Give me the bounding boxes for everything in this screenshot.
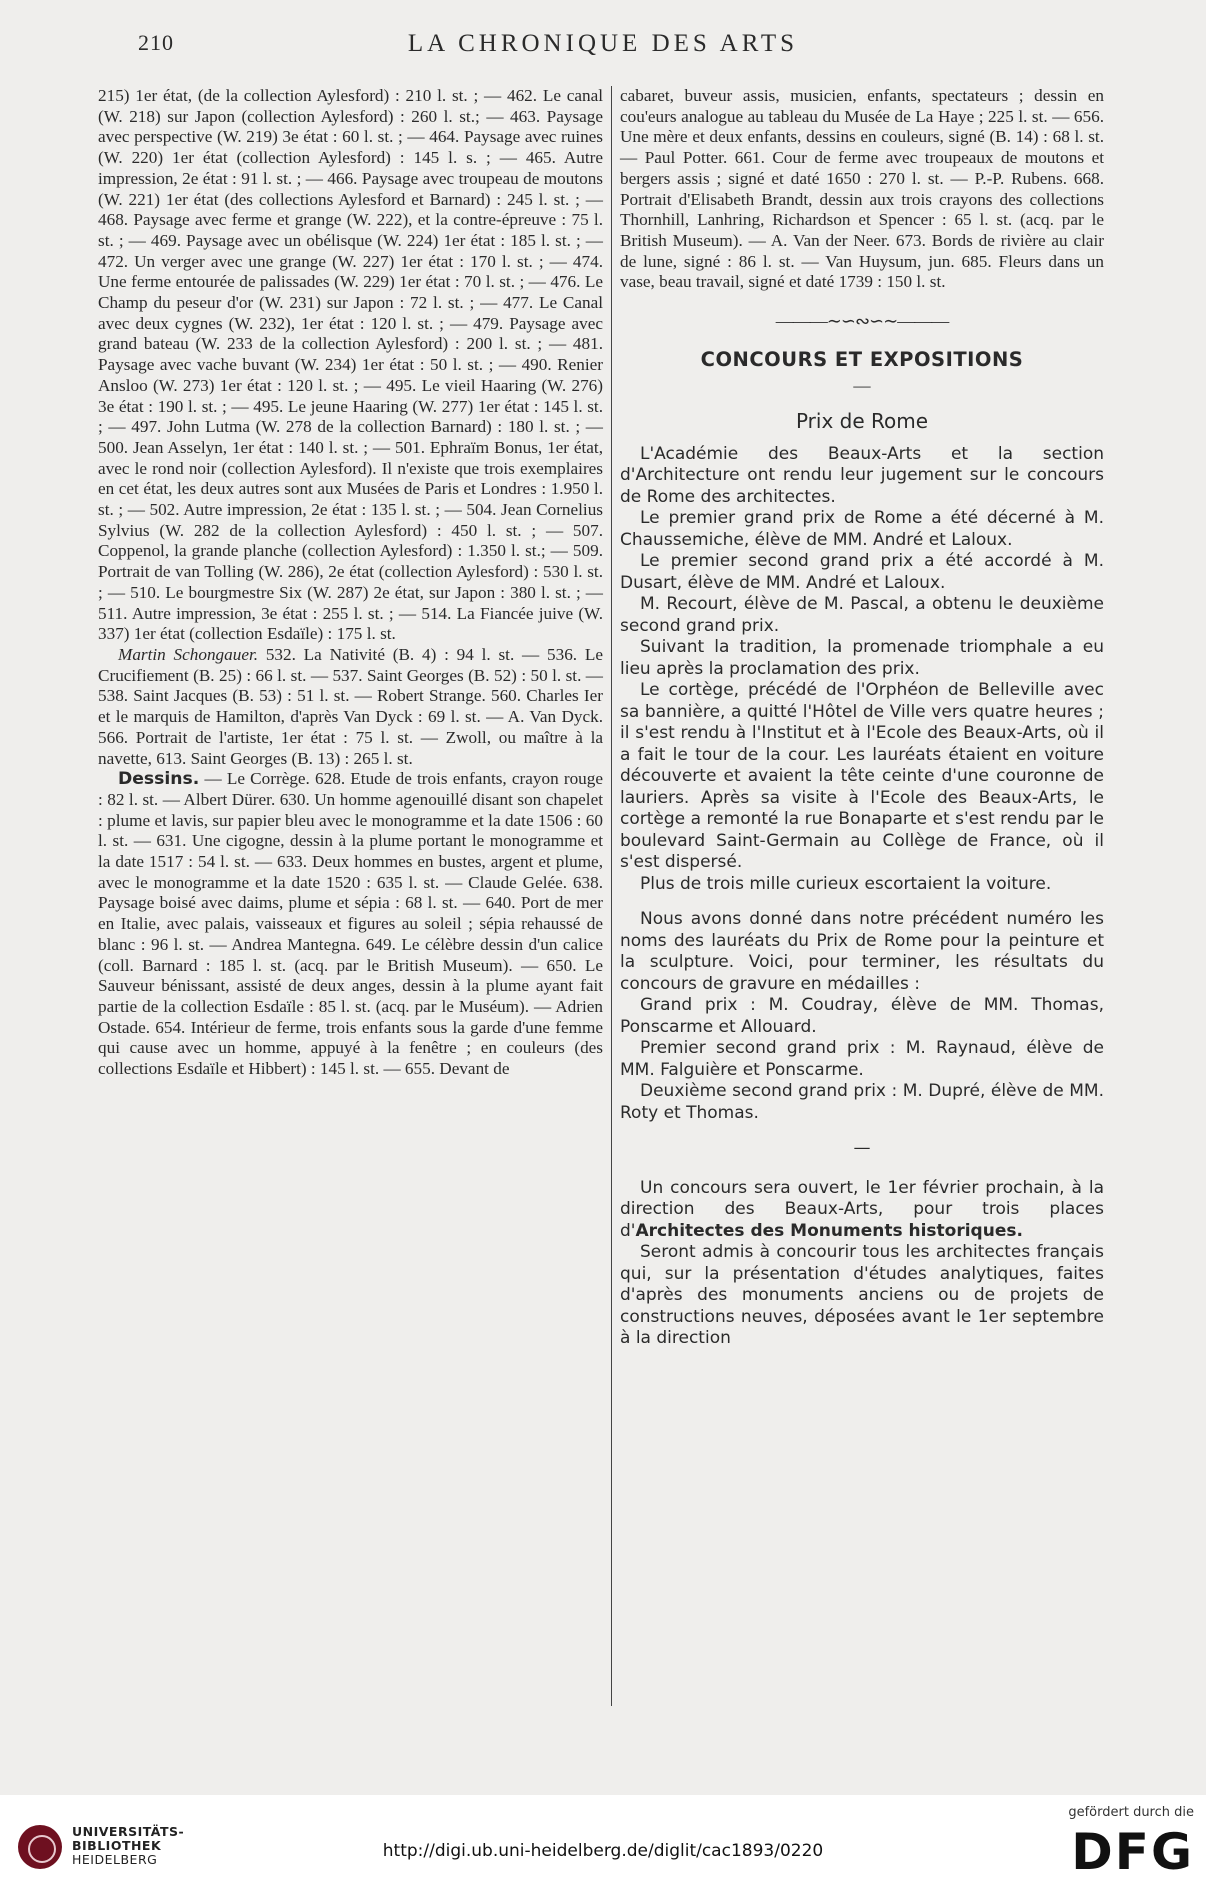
article-paragraph: Plus de trois mille curieux escortaient la voiture. — [640, 873, 1052, 894]
institution-line: HEIDELBERG — [72, 1852, 158, 1867]
drawings-continued-paragraph: cabaret, buveur assis, musicien, enfants, spectateurs ; dessin en cou'eurs analogue au tableau du Musée de La Haye ; 225 l. st. — 656. Une mère et deux enfants, dessins en couleurs, signé (B. 14) : 68 l. st. — Paul Potter. 661. Cour de ferme avec troupeaux de moutons et bergers assis ; signé et daté 1650 : 270 l. st. — P.-P. Rubens. 668. Portrait d'Elisabeth Brandt, dessin aux trois crayons des collections Thornhill, Lanhring, Richardson et Spencer : 65 l. st. (acq. par le British Museum). — A. Van der Neer. 673. Bords de rivière au clair de lune, signé : 86 l. st. — Van Huysum, jun. 685. Fleurs dans un vase, beau travail, signé et daté 1739 : 150 l. st. — [620, 86, 1104, 292]
article-paragraph: M. Recourt, élève de M. Pascal, a obtenu le deuxième second grand prix. — [620, 594, 1104, 636]
schongauer-text: 532. La Nativité (B. 4) : 94 l. st. — 536. Le Crucifiement (B. 25) : 66 l. st. — 537. Saint Georges (B. 52) : 50 l. st. — 538. Saint Jacques (B. 53) : 51 l. st. — Robert Strange. 560. Charles Ier et le marquis de Hamilton, d'après Van Dyck : 69 l. st. — A. Van Dyck. 566. Portrait de l'artiste, 1er état : 75 l. st. — Zwoll, ou maître à la navette, 613. Saint Georges (B. 13) : 265 l. st. — [98, 644, 603, 768]
article-paragraph: Seront admis à concourir tous les architectes français qui, sur la présentation d'études analytiques, faites d'après des monuments anciens ou de projets de constructions neuves, déposées avant le 1er septembre à la direction — [620, 1242, 1104, 1349]
dessins-text: — Le Corrège. 628. Etude de trois enfants, crayon rouge : 82 l. st. — Albert Dürer. 630. Un homme agenouillé disant son chapelet : plume et lavis, sur papier bleu avec le monogramme et la date 1506 : 60 l. st. — 631. Une cigogne, dessin à la plume portant le monogramme et la date 1517 : 54 l. st. — 633. Deux hommes en bustes, argent et plume, avec le monogramme et la date 1520 : 635 l. st. — Claude Gelée. 638. Paysage boisé avec daims, plume et sépia : 68 l. st. — 640. Port de mer en Italie, avec palais, vaisseaux et figures au soleil ; sépia rehaussé de blanc : 96 l. st. — Andrea Mantegna. 649. Le célèbre dessin d'un calice (coll. Barnard : 185 l. st. (acq. par le British Museum). — 650. Le Sauveur bénissant, assisté de deux anges, dessin à la plume ayant fait partie de la collection Esdaïle : 85 l. st. (acq. par le Muséum). — Adrien Ostade. 654. Intérieur de ferme, trois enfants sous la garde d'une femme qui cause avec un homme, appuyé à la fenêtre ; en couleurs (des collections Esdaïle et Hibbert) : 145 l. st. — 655. Devant de — [98, 769, 603, 1079]
article-paragraph: Premier second grand prix : M. Raynaud, élève de MM. Falguière et Ponscarme. — [620, 1038, 1104, 1080]
article-paragraph — [620, 1178, 1104, 1243]
rembrandt-prints-paragraph: 215) 1er état, (de la collection Aylesford) : 210 l. st. ; — 462. Le canal (W. 218) sur Japon (collection Aylesford) : 260 l. st.; — 463. Paysage avec perspective (W. 219) 3e état : 60 l. st. ; — 464. Paysage avec ruines (W. 220) 1er état (collection Aylesford) : 145 l. s. ; — 465. Autre impression, 2e état : 91 l. st. ; — 466. Paysage avec troupeau de moutons (W. 221) 1er état (des collections Aylesford et Barnard) : 245 l. st. ; — 468. Paysage avec ferme et grange (W. 222), et la contre-épreuve : 75 l. st. ; — 469. Paysage avec un obélisque (W. 224) 1er état : 185 l. st. ; — 472. Un verger avec une grange (W. 227) 1er état : 170 l. st. ; — 474. Une ferme entourée de palissades (W. 229) 1er état : 70 l. st. ; — 476. Le Champ du peseur d'or (W. 231) sur Japon : 72 l. st. ; — 477. Le Canal avec deux cygnes (W. 232), 1er état : 120 l. st. ; — 479. Paysage avec grand bateau (W. 233 de la collection Aylesford) : 200 l. st. ; — 481. Paysage avec vache buvant (W. 234) 1er état : 50 l. st. ; — 490. Renier Ansloo (W. 273) 1er état : 120 l. st. ; — 495. Le vieil Haaring (W. 276) 3e état : 190 l. st. ; — 495. Le jeune Haaring (W. 277) 1er état : 145 l. st. ; — 497. John Lutma (W. 278 de la collection Barnard) : 180 l. st. ; — 500. Jean Asselyn, 1er état : 140 l. st. ; — 501. Ephraïm Bonus, 1er état, avec le rond noir (collection Aylesford). Il n'existe que trois exemplaires en cet état, les deux autres sont aux Musées de Paris et Londres : 1.950 l. st. ; — 502. Autre impression, 2e état : 135 l. st. ; — 504. Jean Cornelius Sylvius (W. 282 de la collection Aylesford) : 450 l. st. ; — 507. Coppenol, la grande planche (collection Aylesford) : 1.350 l. st.; — 509. Portrait de van Tolling (W. 286), 2e état (collection Aylesford) : 530 l. st. ; — 510. Le bourgmestre Six (W. 287) 2e état, sur Japon : 380 l. st. ; — 511. Autre impression, 3e état : 255 l. st. ; — 514. La Fiancée juive (W. 337) 1er état (collection Esdaïle) : 175 l. st. — [98, 86, 603, 644]
article-paragraph: Grand prix : M. Coudray, élève de MM. Thomas, Ponscarme et Allouard. — [620, 995, 1104, 1037]
article-paragraph: Suivant la tradition, la promenade triomphale a eu lieu après la proclamation des prix. — [620, 637, 1104, 679]
page-number: 210 — [138, 30, 174, 55]
prix-de-rome-article — [620, 444, 1104, 1350]
subsection-title: Prix de Rome — [795, 409, 929, 434]
schongauer-paragraph — [98, 645, 603, 769]
concours-text: Un concours sera ouvert, le 1er février prochain, à la direction des Beaux-Arts, pour trois places d' — [620, 1177, 1104, 1241]
concours-bold-text: Architectes des Monuments historiques. — [635, 1220, 1023, 1241]
article-paragraph: Deuxième second grand prix : M. Dupré, élève de MM. Roty et Thomas. — [620, 1081, 1104, 1123]
institution-line: UNIVERSITÄTS- — [72, 1824, 185, 1839]
article-paragraph: Le premier second grand prix a été accordé à M. Dusart, élève de MM. André et Laloux. — [620, 551, 1104, 593]
dash-separator: — — [853, 376, 871, 396]
author-name: Martin Schongauer. — [118, 644, 259, 664]
footer-bar — [0, 1795, 1206, 1895]
permalink-url[interactable]: http://digi.ub.uni-heidelberg.de/diglit/cac1893/0220 — [382, 1841, 824, 1861]
column-divider — [611, 86, 612, 1706]
ornament-divider: ———∼∽∾∽∼——— — [775, 311, 949, 332]
right-column — [620, 86, 1104, 1350]
article-paragraph: L'Académie des Beaux-Arts et la section d'Architecture ont rendu leur jugement sur le concours de Rome des architectes. — [620, 443, 1104, 507]
funded-by-label: gefördert durch die — [1068, 1805, 1194, 1820]
article-paragraph: Nous avons donné dans notre précédent numéro les noms des lauréats du Prix de Rome pour la peinture et la sculpture. Voici, pour terminer, les résultats du concours de gravure en médailles : — [620, 909, 1104, 994]
running-title: LA CHRONIQUE DES ARTS — [407, 30, 799, 57]
article-paragraph: Le cortège, précédé de l'Orphéon de Belleville avec sa bannière, a quitté l'Hôtel de Ville vers quatre heures ; il s'est rendu à l'Institut et à l'Ecole des Beaux-Arts, où il a fait le tour de la cour. Les lauréats étaient en voiture découverte et avaient la tête ceinte d'une couronne de lauriers. Après sa visite à l'Ecole des Beaux-Arts, le cortège a remonté la rue Bonaparte et s'est rendu par le boulevard Saint-Germain au Collège de France, où il s'est dispersé. — [620, 680, 1104, 873]
page-header — [0, 30, 1206, 70]
dfg-logo[interactable]: DFG — [1071, 1823, 1194, 1881]
left-column — [98, 86, 603, 1080]
dessins-paragraph — [98, 769, 603, 1080]
dessins-lead: Dessins. — [118, 769, 200, 790]
institution-line: BIBLIOTHEK — [72, 1838, 162, 1853]
article-paragraph: Le premier grand prix de Rome a été décerné à M. Chaussemiche, élève de MM. André et Laloux. — [620, 508, 1104, 550]
dash-separator: — — [853, 1138, 871, 1159]
section-title: CONCOURS ET EXPOSITIONS — [700, 347, 1024, 371]
